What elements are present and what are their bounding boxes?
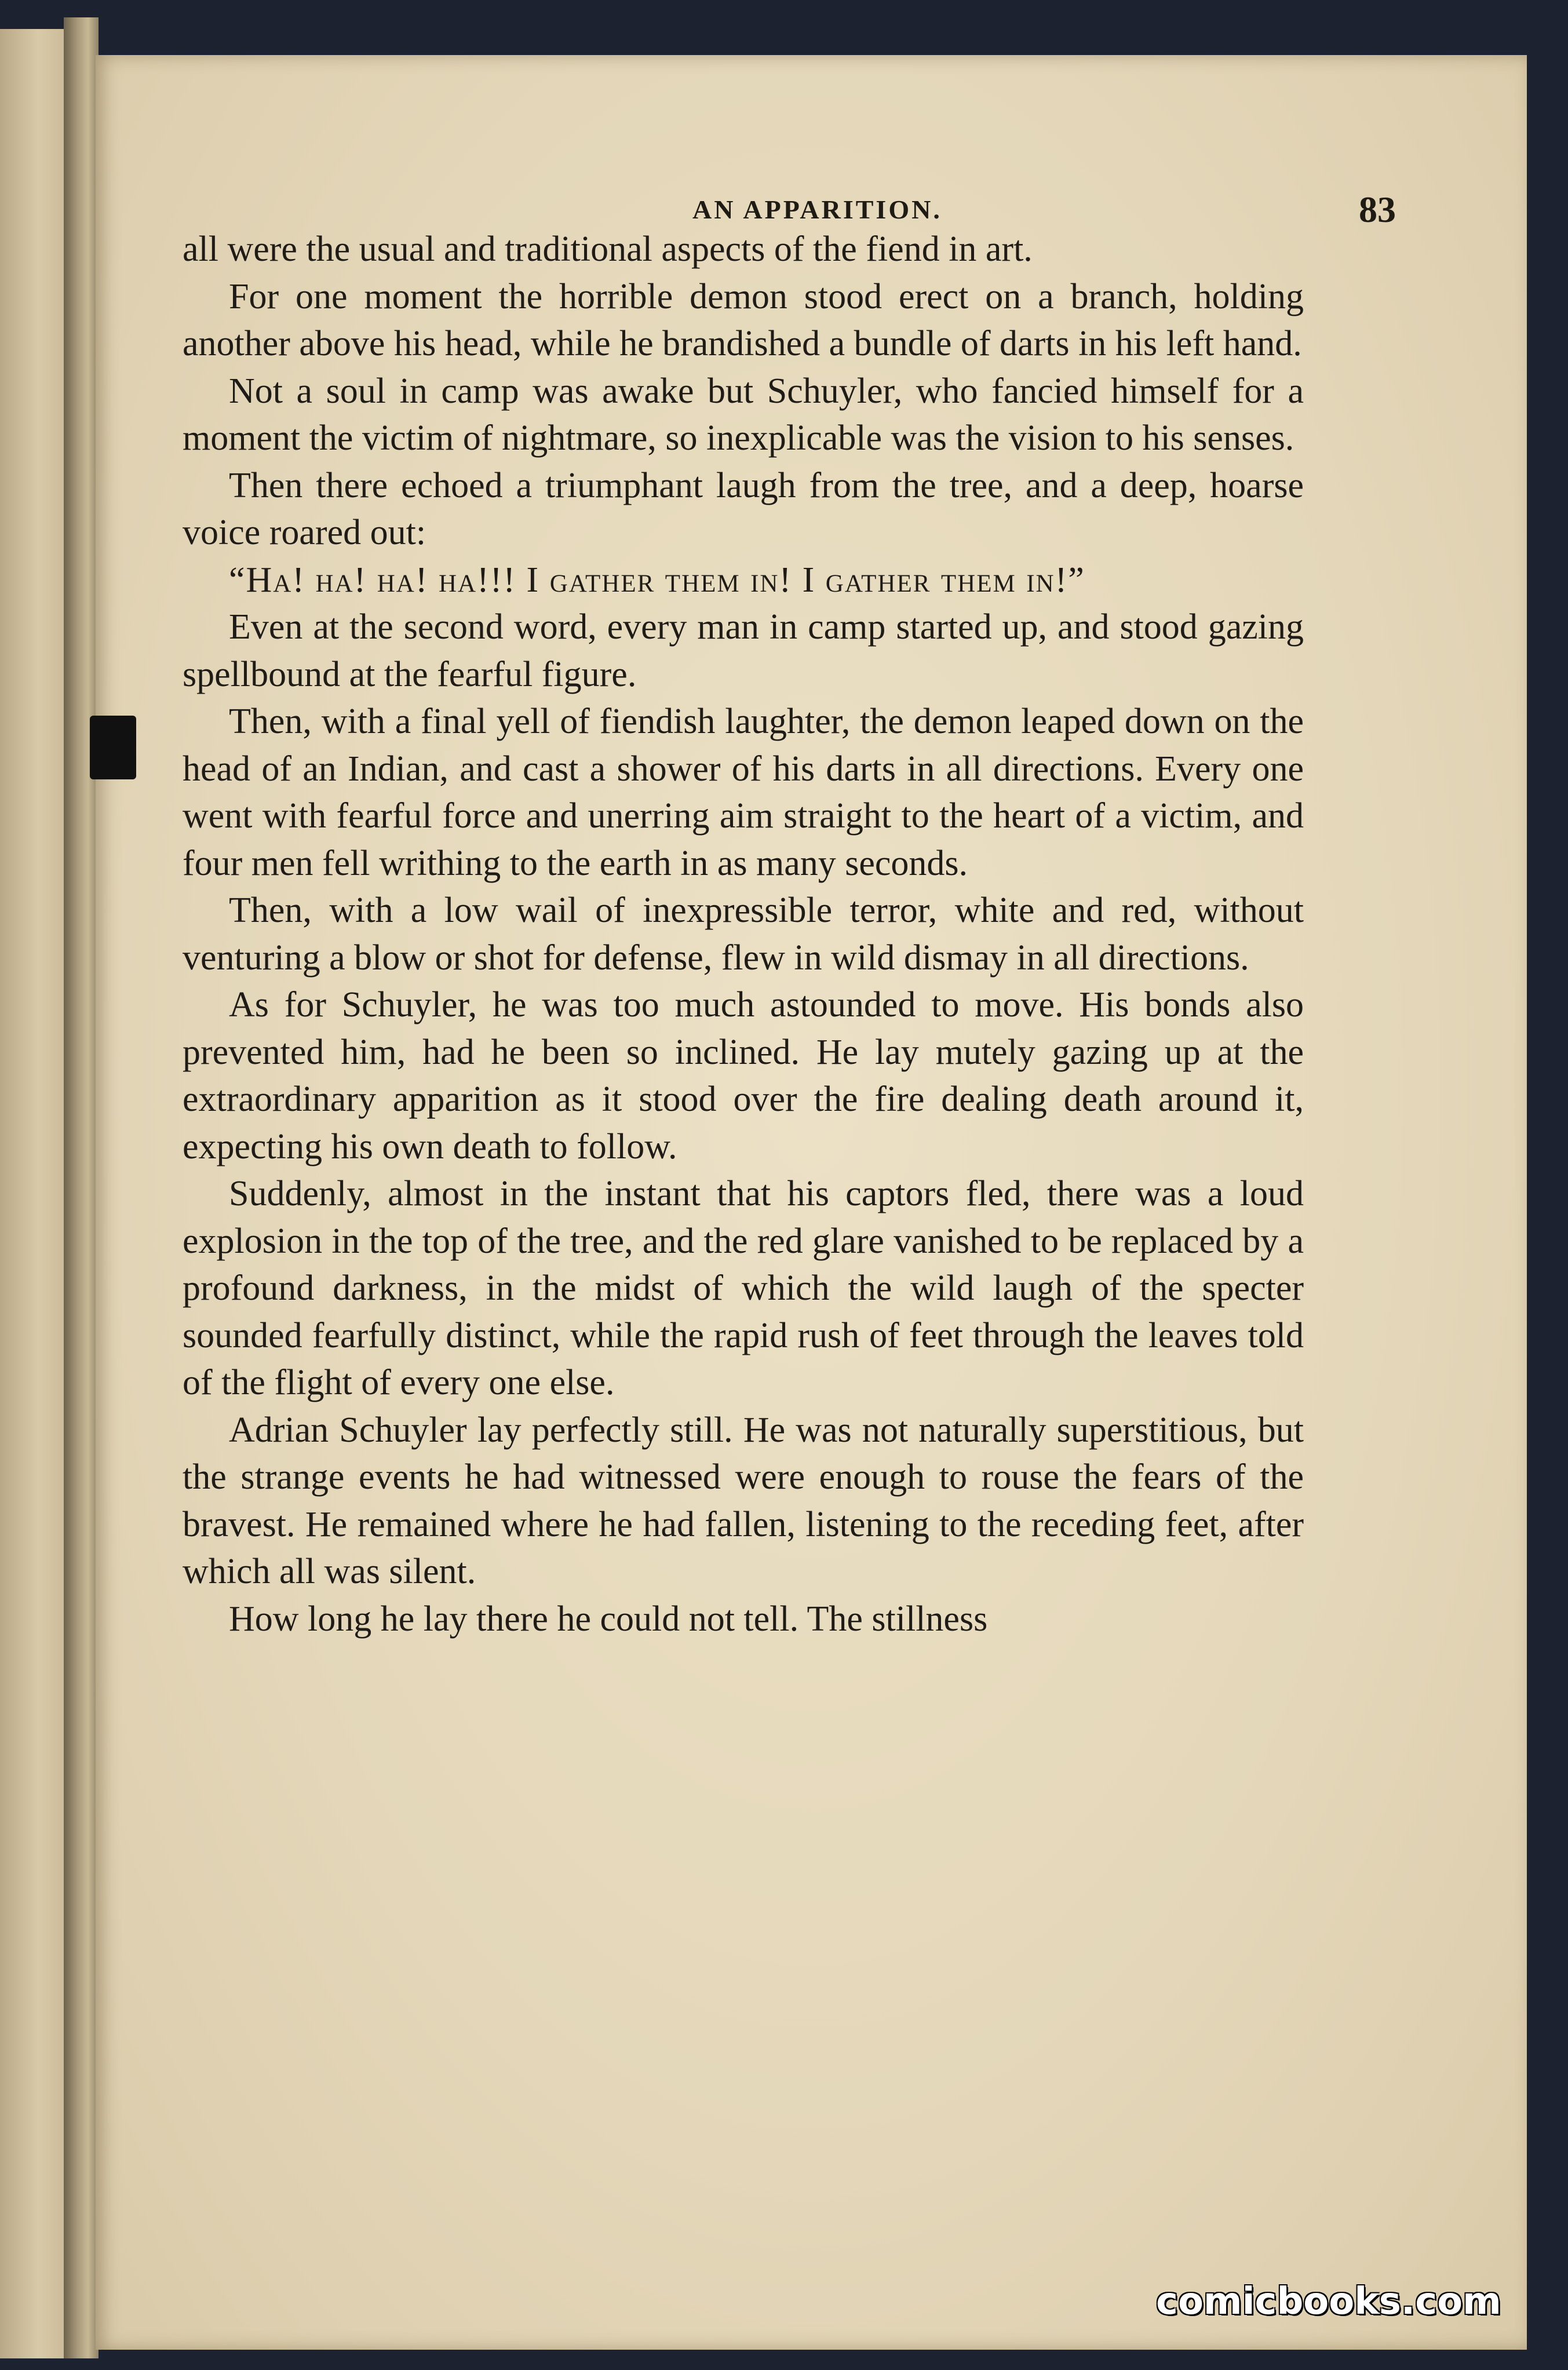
body-text xyxy=(183,226,1304,1643)
paragraph: As for Schuyler, he was too much astounded to move. His bonds also prevented him, had he been so inclined. He lay mutely gazing up at the extraordinary apparition as it stood over the fire dealing death around it, expecting his own death to follow. xyxy=(183,985,1304,1166)
paragraph: For one moment the horrible demon stood erect on a branch, holding another above his head, while he brandished a bundle of darts in his left hand. xyxy=(183,276,1304,363)
exclamation-paragraph: “Ha! ha! ha! ha!!! I gather them in! I gather them in!” xyxy=(229,560,1085,600)
running-head: AN APPARITION. xyxy=(692,195,942,224)
book-gutter xyxy=(64,17,99,2358)
paragraph: Then, with a low wail of inexpressible terror, white and red, without venturing a blow or shot for defense, flew in wild dismay in all directions. xyxy=(183,891,1304,978)
paragraph: Then there echoed a triumphant laugh from the tree, and a deep, hoarse voice roared out: xyxy=(183,465,1304,552)
paragraph: How long he lay there he could not tell. The stillness xyxy=(229,1599,988,1639)
paragraph: Adrian Schuyler lay perfectly still. He was not naturally superstitious, but the strange events he had witnessed were enough to rouse the fears of the bravest. He remained where he had fallen, listening to the receding feet, after which all was silent. xyxy=(183,1410,1304,1591)
paragraph: all were the usual and traditional aspects of the fiend in art. xyxy=(183,229,1033,269)
paragraph: Not a soul in camp was awake but Schuyler, who fancied himself for a moment the victim of nightmare, so inexplicable was the vision to his senses. xyxy=(183,371,1304,458)
paragraph: Suddenly, almost in the instant that his captors fled, there was a loud explosion in the top of the tree, and the red glare vanished to be replaced by a profound darkness, in the midst of which the wild laugh of the specter sounded fearfully distinct, while the rapid rush of feet through the leaves told of the flight of every one else. xyxy=(183,1174,1304,1402)
paragraph: Then, with a final yell of fiendish laughter, the demon leaped down on the head of an Indian, and cast a shower of his darts in all directions. Every one went with fearful force and unerring aim straight to the heart of a victim, and four men fell writhing to the earth in as many seconds. xyxy=(183,702,1304,883)
paragraph: Even at the second word, every man in camp started up, and stood gazing spellbound at the fearful figure. xyxy=(183,607,1304,694)
binding-clip xyxy=(90,716,136,779)
page-number: 83 xyxy=(1359,189,1396,230)
source-watermark: comicbooks.com xyxy=(1156,2280,1501,2323)
